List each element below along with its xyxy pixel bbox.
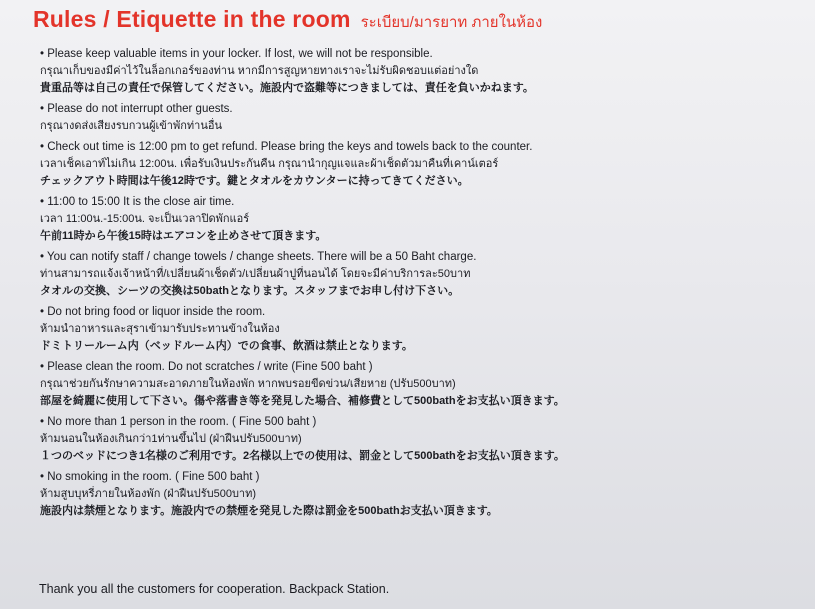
rule-no-food (40, 304, 800, 355)
rule-quiet (40, 101, 800, 135)
rule-no-smoking (40, 469, 800, 520)
rule-text-english: • Check out time is 12:00 pm to get refund. Please bring the keys and towels back to the counter. (40, 139, 800, 156)
rule-text-japanese: 午前11時から午後15時はエアコンを止めさせて頂きます。 (40, 230, 327, 242)
rule-text-japanese: １つのベッドにつき1名様のご利用です。2名様以上での使用は、罰金として500bathをお支払い頂きます。 (40, 450, 565, 462)
rule-text-thai: กรุณาช่วยกันรักษาความสะอาดภายในห้องพัก หากพบรอยขีดข่วน/เสียหาย (ปรับ500บาท) (40, 378, 456, 390)
title-thai: ระเบียบ/มารยาท ภายในห้อง (360, 14, 543, 31)
sign-title (33, 6, 542, 34)
rule-text-english: • You can notify staff / change towels / change sheets. There will be a 50 Baht charge. (40, 249, 800, 266)
rule-text-english: • Do not bring food or liquor inside the room. (40, 304, 800, 321)
rule-text-thai: ห้ามสูบบุหรี่ภายในห้องพัก (ฝ่าฝืนปรับ500บาท) (40, 488, 257, 500)
rule-one-person (40, 414, 800, 465)
rule-text-english: • Please do not interrupt other guests. (40, 101, 800, 118)
rule-text-japanese: ドミトリールーム内（ベッドルーム内）での食事、飲酒は禁止となります。 (40, 340, 413, 352)
rule-towels-sheets (40, 249, 800, 300)
rule-air-conditioning (40, 194, 800, 245)
title-english: Rules / Etiquette in the room (33, 6, 351, 32)
thank-you-note: Thank you all the customers for cooperation. Backpack Station. (39, 582, 390, 596)
rule-text-english: • No more than 1 person in the room. ( Fine 500 baht ) (40, 414, 800, 431)
rule-text-thai: ท่านสามารถแจ้งเจ้าหน้าที่/เปลี่ยนผ้าเช็ดตัว/เปลี่ยนผ้าปูที่นอนได้ โดยจะมีค่าบริการละ50บาท (40, 268, 471, 280)
rule-text-thai: ห้ามนอนในห้องเกินกว่า1ท่านขึ้นไป (ฝ่าฝืนปรับ500บาท) (40, 433, 302, 445)
rule-text-thai: เวลา 11:00น.-15:00น. จะเป็นเวลาปิดพักแอร์ (40, 213, 250, 225)
rule-text-thai: กรุณางดส่งเสียงรบกวนผู้เข้าพักท่านอื่น (40, 120, 222, 132)
rule-text-thai: เวลาเช็คเอาท์ไม่เกิน 12:00น. เพื่อรับเงินประกันคืน กรุณานำกุญแจและผ้าเช็ดตัวมาคืนที่เคาน์เตอร์ (40, 158, 499, 170)
rule-text-english: • Please keep valuable items in your locker. If lost, we will not be responsible. (40, 46, 800, 63)
rules-list (40, 46, 800, 524)
rule-text-thai: กรุณาเก็บของมีค่าไว้ในล็อกเกอร์ของท่าน หากมีการสูญหายทางเราจะไม่รับผิดชอบแต่อย่างใด (40, 65, 479, 77)
rule-text-japanese: チェックアウト時間は午後12時です。鍵とタオルをカウンターに持ってきてください。 (40, 175, 469, 187)
rule-text-japanese: 部屋を綺麗に使用して下さい。傷や落書き等を発見した場合、補修費として500bathをお支払い頂きます。 (40, 395, 565, 407)
rule-clean-room (40, 359, 800, 410)
rule-valuables (40, 46, 800, 97)
rule-text-english: • Please clean the room. Do not scratches / write (Fine 500 baht ) (40, 359, 800, 376)
rule-text-english: • No smoking in the room. ( Fine 500 baht ) (40, 469, 800, 486)
rule-checkout (40, 139, 800, 190)
rule-text-thai: ห้ามนำอาหารและสุราเข้ามารับประทานข้างในห้อง (40, 323, 280, 335)
rule-text-japanese: 貴重品等は自己の責任で保管してください。施設内で盗難等につきましては、責任を負いかねます。 (40, 82, 534, 94)
rule-text-japanese: 施設内は禁煙となります。施設内での禁煙を発見した際は罰金を500bathお支払い頂きます。 (40, 505, 498, 517)
rule-text-english: • 11:00 to 15:00 It is the close air time. (40, 194, 800, 211)
rule-text-japanese: タオルの交換、シーツの交換は50bathとなります。スタッフまでお申し付け下さい。 (40, 285, 460, 297)
